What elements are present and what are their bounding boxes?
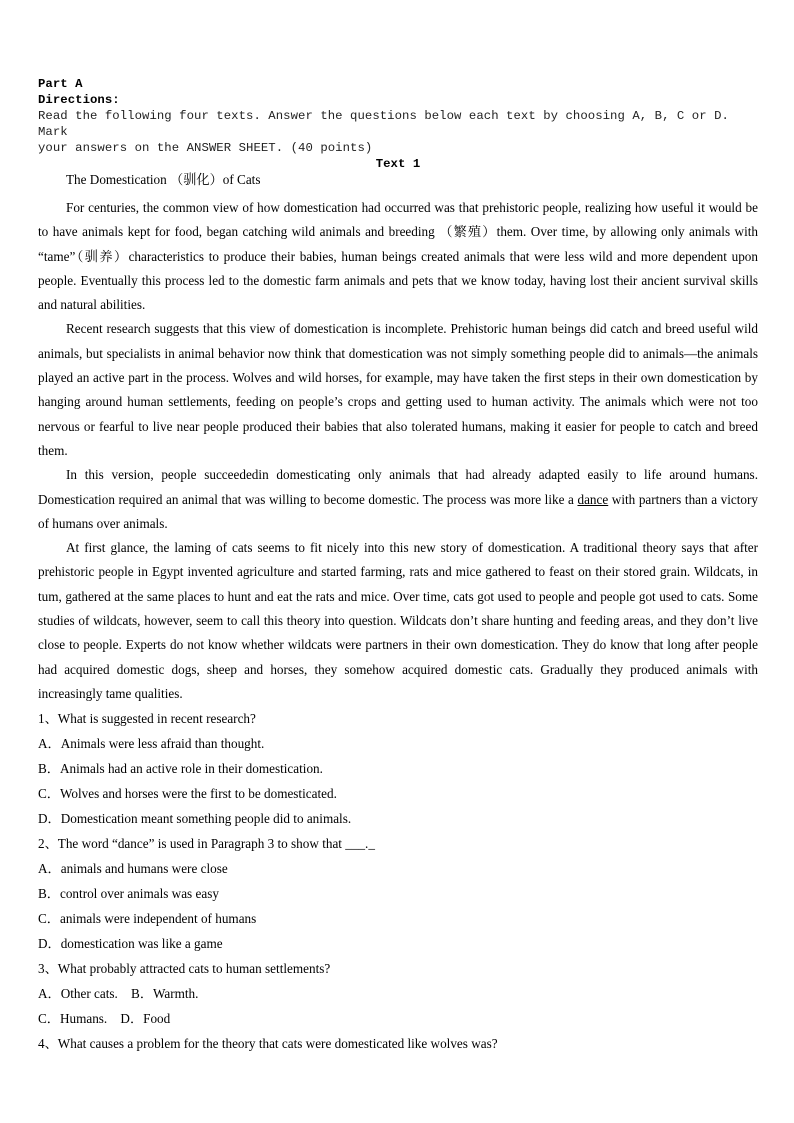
article-paragraph-1 bbox=[38, 196, 758, 317]
paragraph-text: Recent research suggests that this view of domestication is incomplete. Prehistoric human beings did catch and breed useful wild animals, but specialists in animal behavior now think that domestication was not simply something people did to animals—the animals played an active part in the process. Wolves and wild horses, for example, may have taken the first steps in their own domestication by hanging around human settlements, feeding on people’s crops and getting used to human activity. The animals which were not too nervous or fearful to live near people produced their babies that also tolerated humans, making it easier for people to catch and breed them. bbox=[38, 321, 758, 458]
question-2 bbox=[38, 831, 758, 956]
paragraph-text: At first glance, the laming of cats seems to fit nicely into this new story of domestication. A traditional theory says that after prehistoric people in Egypt invented agriculture and started farming, rats and mice gathered to feast on their stored grain. Wildcats, in tum, gathered at the same places to hunt and eat the rats and mice. Over time, cats got used to people and people got used to cats. Some studies of wildcats, however, seem to call this theory into question. Wildcats don’t share hunting and feeding areas, and they don’t live close to people. Experts do not know whether wildcats were partners in their own domestication. They do know that long after people had acquired domestic dogs, sheep and horses, they somehow acquired domestic cats. Gradually they produced animals with increasingly tame qualities. bbox=[38, 540, 758, 701]
option-b: B．control over animals was easy bbox=[38, 886, 219, 902]
question-4 bbox=[38, 1031, 758, 1056]
question-1 bbox=[38, 706, 758, 831]
option-d: D．domestication was like a game bbox=[38, 936, 223, 952]
article-paragraph-4 bbox=[38, 536, 758, 706]
question-stem: 1、What is suggested in recent research? bbox=[38, 711, 256, 727]
options-c-d: C．Humans. D．Food bbox=[38, 1011, 171, 1027]
options-a-b: A．Other cats. B．Warmth. bbox=[38, 986, 199, 1002]
option-d: D．Domestication meant something people did to animals. bbox=[38, 811, 352, 827]
text-label: Text 1 bbox=[375, 157, 421, 171]
article-title: The Domestication （驯化）of Cats bbox=[66, 172, 261, 187]
part-heading: Part A bbox=[38, 77, 83, 91]
option-c: C．animals were independent of humans bbox=[38, 911, 257, 927]
article-paragraph-3 bbox=[38, 463, 758, 536]
paragraph-text: In this version, people succeededin domesticating only animals that had already adapted easily to life around humans. Domestication required an animal that was willing to become domestic. The process was more like a bbox=[38, 467, 758, 507]
option-c: C．Wolves and horses were the first to be domesticated. bbox=[38, 786, 337, 802]
paragraph-text: with partners than a victory of humans over animals. bbox=[38, 491, 758, 531]
article-paragraph-2 bbox=[38, 317, 758, 463]
option-a: A．Animals were less afraid than thought. bbox=[38, 736, 265, 752]
option-a: A．animals and humans were close bbox=[38, 861, 228, 877]
underlined-word-dance: dance bbox=[577, 491, 609, 507]
question-stem: 2、The word “dance” is used in Paragraph 3 to show that ___._ bbox=[38, 836, 375, 852]
directions-text-line-1: Read the following four texts. Answer the questions below each text by choosing A, B, C or D. Mark bbox=[38, 109, 729, 139]
paragraph-text: For centuries, the common view of how domestication had occurred was that prehistoric people, realizing how useful it would be to have animals kept for food, began catching wild animals and breeding （繁殖）them. Over time, by allowing only animals with “tame”（驯养）characteristics to produce their babies, human beings created animals that were less wild and more dependent upon people. Eventually this process led to the domestic farm animals and pets that we know today, having lost their ancient survival skills and natural abilities. bbox=[38, 200, 758, 313]
exam-page bbox=[38, 76, 758, 1056]
question-3 bbox=[38, 956, 758, 1031]
question-stem: 4、What causes a problem for the theory that cats were domesticated like wolves was? bbox=[38, 1036, 498, 1052]
option-b: B．Animals had an active role in their domestication. bbox=[38, 761, 323, 777]
directions-label: Directions: bbox=[38, 93, 120, 107]
directions-text-line-2: your answers on the ANSWER SHEET. (40 points) bbox=[38, 141, 373, 155]
question-stem: 3、What probably attracted cats to human settlements? bbox=[38, 961, 331, 977]
